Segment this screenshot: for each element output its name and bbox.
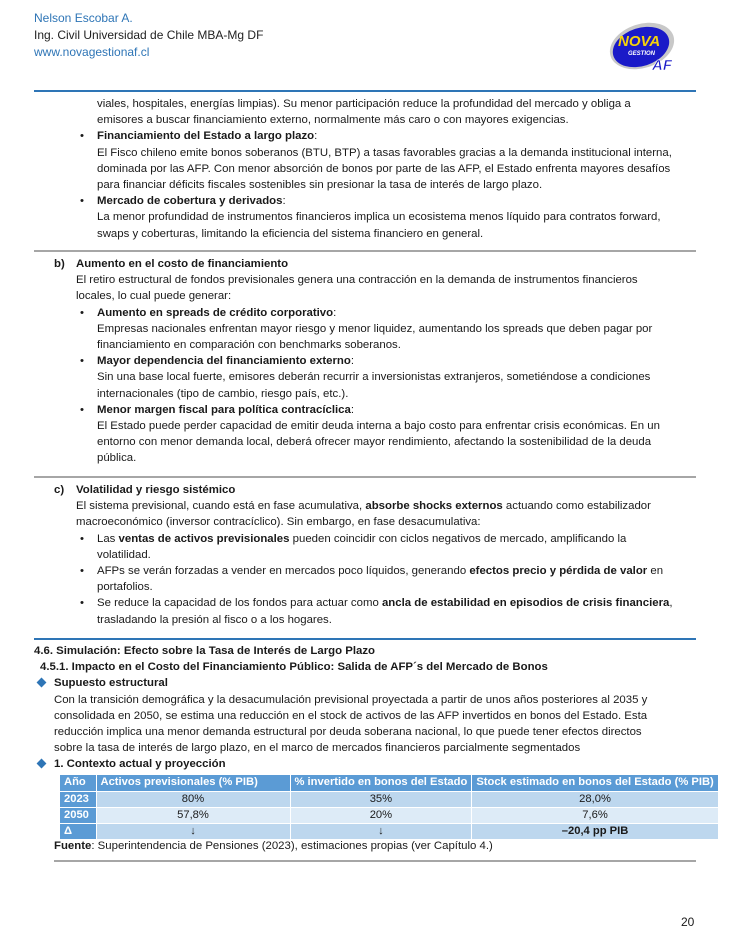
page-header [34, 10, 263, 61]
bullet-icon: • [80, 306, 84, 319]
author-name: Nelson Escobar A. [34, 11, 133, 25]
bullet-icon: • [80, 355, 84, 368]
paragraph-line: volatilidad. [97, 548, 151, 561]
subsection-heading: 4.5.1. Impacto en el Costo del Financiamiento Público: Salida de AFP´s del Mercado de Bonos [40, 661, 548, 674]
bullet-item: • Mercado de cobertura y derivados: La menor profundidad de instrumentos financieros implica un ecosistema menos líquido para contratos forward, swaps y coberturas, limitando la eficiencia del sistema financiero en general. [34, 193, 704, 242]
bullet-icon: • [80, 597, 84, 610]
table-row [60, 807, 718, 823]
paragraph-line: trasladando la presión al fisco o a los hogares. [97, 613, 332, 626]
paragraph-line: consolidada en 2050, se estima una reducción en el stock de activos de las AFP invertidos en bonos del Estado. Esta [54, 709, 648, 722]
bullet-title: Financiamiento del Estado a largo plazo [97, 130, 315, 143]
source-label: Fuente [54, 840, 92, 852]
bullet-icon: • [80, 130, 84, 143]
section-heading: 4.6. Simulación: Efecto sobre la Tasa de Interés de Largo Plazo [34, 645, 375, 657]
table-cell: 2023 [60, 791, 96, 807]
bullet-item: • Las ventas de activos previsionales pueden coincidir con ciclos negativos de mercado, amplificando la volatilidad. [34, 531, 704, 563]
column-header: Stock estimado en bonos del Estado (% PIB) [472, 775, 718, 791]
bullet-title: Menor margen fiscal para política contracíclica [97, 403, 351, 416]
table-cell: 28,0% [472, 791, 718, 807]
section-title: Volatilidad y riesgo sistémico [76, 484, 236, 496]
table-row [60, 823, 718, 839]
section-b [34, 256, 704, 467]
section-4-6 [34, 643, 704, 773]
bullet-item: • AFPs se verán forzadas a vender en mercados poco líquidos, generando efectos precio y pérdida de valor en portafolios. [34, 563, 704, 595]
bullet-item: • Financiamiento del Estado a largo plazo: El Fisco chileno emite bonos soberanos (BTU, BTP) a tasas favorables gracias a la demanda institucional interna, dominada por las AFP. Con menor absorción de bonos por parte de las AFP, el Estado enfrenta mayores desafíos para financiar déficits fiscales sostenibles sin presionar la tasa de interés de largo plazo. [34, 128, 704, 193]
bullet-item: • Se reduce la capacidad de los fondos para actuar como ancla de estabilidad en episodios de crisis financiera, trasladando la presión al fisco o a los hogares. [34, 595, 704, 627]
section-letter: c) [54, 484, 65, 496]
bullet-icon: • [80, 565, 84, 578]
section-c-heading [34, 482, 704, 498]
nova-gestion-logo [606, 20, 686, 76]
source-text: : Superintendencia de Pensiones (2023), estimaciones propias (ver Capítulo 4.) [91, 840, 493, 852]
bullet-title: 1. Contexto actual y proyección [54, 758, 226, 771]
bullet-icon: • [80, 195, 84, 208]
bullet-icon: • [80, 403, 84, 416]
paragraph-line: Con la transición demográfica y la desacumulación previsional proyectada a partir de unos años posteriores al 2035 y [54, 693, 648, 706]
svg-text:AF: AF [652, 57, 672, 74]
bullet-item: • Mayor dependencia del financiamiento externo: Sin una base local fuerte, emisores deberán recurrir a inversionistas extranjeros, sometiéndose a condiciones internacionales (tipo de cambio, riesgo país, etc.). [34, 353, 704, 402]
paragraph-line: swaps y coberturas, limitando la eficiencia del sistema financiero en general. [97, 227, 484, 240]
paragraph-line: para financiar déficits fiscales sostenibles sin presionar la tasa de interés de largo plazo. [97, 179, 543, 192]
section-a-continued [34, 96, 704, 242]
paragraph-line: locales, lo cual puede generar: [76, 290, 232, 303]
author-credentials: Ing. Civil Universidad de Chile MBA-Mg DF [34, 28, 264, 42]
table-cell: 20% [290, 807, 472, 823]
paragraph-line: macroeconómico (inversor contracíclico). Sin embargo, en fase desacumulativa: [76, 516, 481, 529]
table-cell: 35% [290, 791, 472, 807]
bullet-item: • Aumento en spreads de crédito corporativo: Empresas nacionales enfrentan mayor riesgo y menor liquidez, aumentando los spreads que deben pagar por financiamiento en comparación con benchmarks soberanos. [34, 305, 704, 354]
down-arrow-icon: ↓ [290, 823, 472, 839]
table-source-note [54, 838, 724, 854]
paragraph-line: dominada por las AFP. Con menor absorción de bonos por parte de las AFP, el Estado enfrenta mayores desafíos [97, 162, 671, 175]
bullet-title: Mercado de cobertura y derivados [97, 195, 283, 208]
diamond-bullet-icon [37, 759, 47, 769]
page-number: 20 [681, 915, 695, 929]
paragraph-line: viales, hospitales, energías limpias). Su menor participación reduce la profundidad del mercado y obliga a [97, 98, 631, 110]
section-b-heading [34, 256, 704, 272]
context-projection-table [60, 775, 719, 839]
bullet-title: Aumento en spreads de crédito corporativo [97, 306, 334, 319]
bullet-title: Mayor dependencia del financiamiento externo [97, 355, 351, 368]
paragraph-line: sobre la tasa de interés de largo plazo, en el marco de mercados financieros parcialmente segmentados [54, 742, 581, 755]
bullet-item: • Menor margen fiscal para política contracíclica: El Estado puede perder capacidad de emitir deuda interna a bajo costo para enfrentar crisis económicas. En un entorno con menor demanda local, deberá ofrecer mayor rendimiento, afectando la sostenibilidad de la deuda pública. [34, 402, 704, 467]
paragraph-line: El Fisco chileno emite bonos soberanos (BTU, BTP) a tasas favorables gracias a la demanda institucional interna, [97, 146, 672, 159]
table-header-row [60, 775, 718, 791]
paragraph-line: reducción implica una menor demanda estructural por deuda soberana nacional, lo que puede tener efectos directos [54, 726, 642, 739]
paragraph-line: emisores a buscar financiamiento externo, normalmente más caro o con mayores exigencias. [97, 114, 569, 127]
paragraph-line: internacionales (tipo de cambio, riesgo país, etc.). [97, 387, 349, 400]
section-divider-blue [34, 638, 696, 640]
section-divider [34, 250, 696, 252]
down-arrow-icon: ↓ [96, 823, 290, 839]
diamond-bullet-item [34, 675, 704, 756]
paragraph-line: El retiro estructural de fondos previsionales genera una contracción en la demanda de instrumentos financieros [76, 274, 638, 287]
table-cell: Δ [60, 823, 96, 839]
paragraph-line: Empresas nacionales enfrentan mayor riesgo y menor liquidez, aumentando los spreads que deben pagar por [97, 322, 653, 335]
paragraph-line: portafolios. [97, 581, 153, 594]
paragraph-line: entorno con menor demanda local, deberá ofrecer mayor rendimiento, afectando la sostenibilidad de la deuda [97, 436, 652, 449]
table-cell: –20,4 pp PIB [472, 823, 718, 839]
svg-text:GESTION: GESTION [628, 51, 656, 57]
section-divider [34, 476, 696, 478]
table-cell: 80% [96, 791, 290, 807]
svg-text:NOVA: NOVA [618, 33, 661, 50]
diamond-bullet-item [34, 756, 704, 772]
section-c [34, 482, 704, 628]
column-header: Año [60, 775, 96, 791]
section-letter: b) [54, 258, 65, 270]
paragraph-line: La menor profundidad de instrumentos financieros implica un ecosistema menos líquido para contratos forward, [97, 211, 661, 224]
table-cell: 7,6% [472, 807, 718, 823]
paragraph-line: El sistema previsional, cuando está en fase acumulativa, absorbe shocks externos actuando como estabilizador [76, 500, 651, 513]
table-cell: 57,8% [96, 807, 290, 823]
column-header: % invertido en bonos del Estado [290, 775, 472, 791]
paragraph-line: pública. [97, 452, 137, 465]
bullet-title: Supuesto estructural [54, 677, 168, 690]
table-row [60, 791, 718, 807]
bullet-icon: • [80, 532, 84, 545]
paragraph-line: financiamiento en comparación con benchmarks soberanos. [97, 339, 401, 352]
section-title: Aumento en el costo de financiamiento [76, 258, 289, 270]
header-divider [34, 90, 696, 92]
author-website-link[interactable]: www.novagestionaf.cl [34, 45, 150, 59]
paragraph-line: El Estado puede perder capacidad de emitir deuda interna a bajo costo para enfrentar crisis económicas. En un [97, 420, 660, 433]
column-header: Activos previsionales (% PIB) [96, 775, 290, 791]
paragraph-line: Sin una base local fuerte, emisores deberán recurrir a inversionistas extranjeros, sometiéndose a condiciones [97, 371, 651, 384]
diamond-bullet-icon [37, 678, 47, 688]
table-cell: 2050 [60, 807, 96, 823]
section-divider [54, 860, 696, 862]
